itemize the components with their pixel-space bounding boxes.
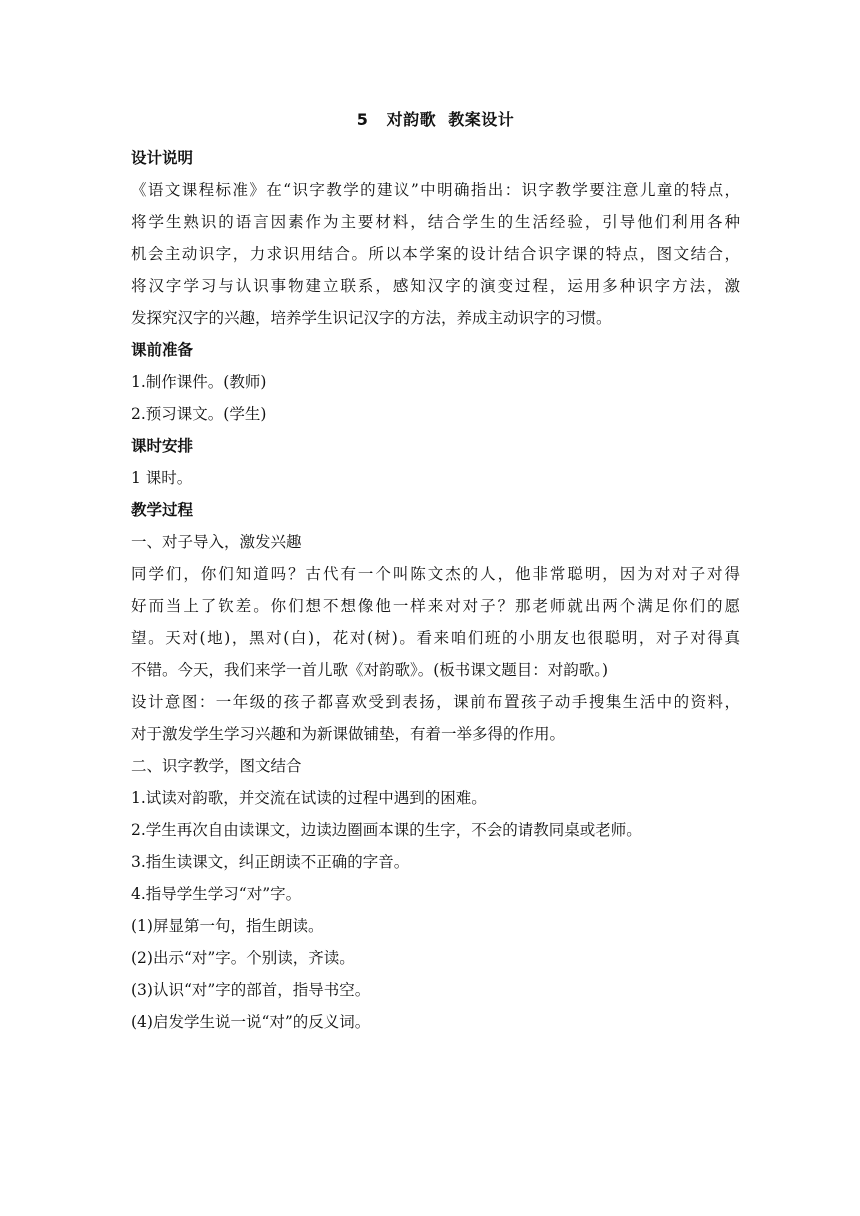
paragraph-line: 同学们，你们知道吗？古代有一个叫陈文杰的人，他非常聪明，因为对对子对得 <box>131 565 740 583</box>
list-item: (2)出示“对”字。个别读，齐读。 <box>131 949 355 967</box>
paragraph-line: 设计意图：一年级的孩子都喜欢受到表扬，课前布置孩子动手搜集生活中的资料， <box>131 693 740 711</box>
paragraph-line: 将学生熟识的语言因素作为主要材料，结合学生的生活经验，引导他们利用各种 <box>131 213 740 231</box>
paragraph-line: 好而当上了钦差。你们想不想像他一样来对对子？那老师就出两个满足你们的愿 <box>131 597 740 615</box>
paragraph-line: 将汉字学习与认识事物建立联系，感知汉字的演变过程，运用多种识字方法，激 <box>131 277 740 295</box>
list-item: 2.学生再次自由读课文，边读边圈画本课的生字，不会的请教同桌或老师。 <box>131 821 642 839</box>
document-title: 5 对韵歌 教案设计 <box>356 110 515 129</box>
list-item: 3.指生读课文，纠正朗读不正确的字音。 <box>131 853 410 871</box>
paragraph-line: 望。天对(地)，黑对(白)，花对(树)。看来咱们班的小朋友也很聪明，对子对得真 <box>131 629 740 647</box>
paragraph-line: 机会主动识字，力求识用结合。所以本学案的设计结合识字课的特点，图文结合， <box>131 245 740 263</box>
section-heading-schedule: 课时安排 <box>131 437 194 455</box>
step1-paragraph <box>131 558 740 686</box>
section-heading-process: 教学过程 <box>131 501 194 519</box>
step-title: 二、识字教学，图文结合 <box>131 757 302 775</box>
list-item: 1.试读对韵歌，并交流在试读的过程中遇到的困难。 <box>131 789 487 807</box>
design-intent-paragraph <box>131 686 740 750</box>
step-title: 一、对子导入，激发兴趣 <box>131 533 302 551</box>
list-item: 4.指导学生学习“对”字。 <box>131 885 302 903</box>
list-item: (1)屏显第一句，指生朗读。 <box>131 917 324 935</box>
list-item: 2.预习课文。(学生) <box>131 405 267 423</box>
list-item: (3)认识“对”字的部首，指导书空。 <box>131 981 371 999</box>
section-heading-design-note: 设计说明 <box>131 149 194 167</box>
paragraph-line: 不错。今天，我们来学一首儿歌《对韵歌》。(板书课文题目：对韵歌。) <box>131 661 609 679</box>
document-page <box>131 108 740 1038</box>
section-heading-preparation: 课前准备 <box>131 341 194 359</box>
paragraph-line: 对于激发学生学习兴趣和为新课做铺垫，有着一举多得的作用。 <box>131 725 566 743</box>
paragraph-line: 发探究汉字的兴趣，培养学生识记汉字的方法，养成主动识字的习惯。 <box>131 309 612 327</box>
list-item: 1.制作课件。(教师) <box>131 373 267 391</box>
design-note-paragraph <box>131 174 740 334</box>
paragraph-line: 《语文课程标准》在“识字教学的建议”中明确指出：识字教学要注意儿童的特点， <box>131 181 740 199</box>
list-item: 1 课时。 <box>131 469 193 487</box>
list-item: (4)启发学生说一说“对”的反义词。 <box>131 1013 371 1031</box>
